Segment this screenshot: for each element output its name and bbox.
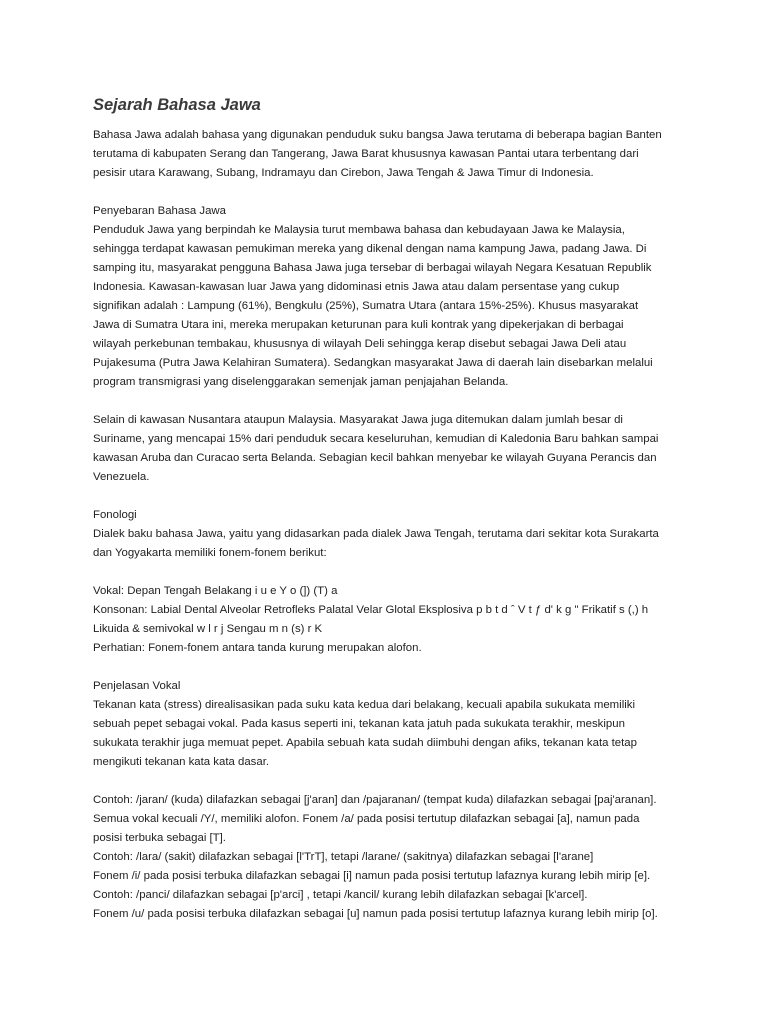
text-line: Contoh: /panci/ dilafazkan sebagai [p'arci] , tetapi /kancil/ kurang lebih dilafazkan sebagai [k'arcel]. xyxy=(93,889,588,901)
text-line: Pujakesuma (Putra Jawa Kelahiran Sumatera). Sedangkan masyarakat Jawa di daerah lain disebarkan melalui xyxy=(93,357,653,369)
text-line: signifikan adalah : Lampung (61%), Bengkulu (25%), Sumatra Utara (antara 15%-25%). Khusus masyarakat xyxy=(93,300,639,312)
text-line: Penjelasan Vokal xyxy=(93,680,181,692)
text-line: terutama di kabupaten Serang dan Tangerang, Jawa Barat khususnya kawasan Pantai utara terbentang dari xyxy=(93,148,639,160)
text-line: Contoh: /jaran/ (kuda) dilafazkan sebagai [j'aran] dan /pajaranan/ (tempat kuda) dilafazkan sebagai [paj'aranan]. xyxy=(93,794,657,806)
text-line: pesisir utara Karawang, Subang, Indramayu dan Cirebon, Jawa Tengah & Jawa Timur di Indonesia. xyxy=(93,167,594,179)
text-line: Perhatian: Fonem-fonem antara tanda kurung merupakan alofon. xyxy=(93,642,422,654)
text-line: Vokal: Depan Tengah Belakang i u e Y o (]) (T) a xyxy=(93,585,338,597)
text-line: Dialek baku bahasa Jawa, yaitu yang didasarkan pada dialek Jawa Tengah, terutama dari sekitar kota Surakarta xyxy=(93,528,659,540)
blank-line xyxy=(93,658,683,677)
text-line: Konsonan: Labial Dental Alveolar Retrofleks Palatal Velar Glotal Eksplosiva p b t d ˆ V t ƒ d' k g " Frikatif s (,) h xyxy=(93,604,649,616)
text-line: Fonem /i/ pada posisi terbuka dilafazkan sebagai [i] namun pada posisi tertutup lafaznya kurang lebih mirip [e]. xyxy=(93,870,651,882)
text-line: sukukata terakhir juga memuat pepet. Apabila sebuah kata sudah diimbuhi dengan afiks, tekanan kata tetap xyxy=(93,737,637,749)
blank-line xyxy=(93,563,683,582)
text-line: Fonem /u/ pada posisi terbuka dilafazkan sebagai [u] namun pada posisi tertutup lafaznya kurang lebih mirip [o]. xyxy=(93,908,658,920)
text-line: Jawa di Sumatra Utara ini, mereka merupakan keturunan para kuli kontrak yang dipekerjakan di berbagai xyxy=(93,319,624,331)
blank-line xyxy=(93,772,683,791)
text-line: sebuah pepet sebagai vokal. Pada kasus seperti ini, tekanan kata jatuh pada sukukata terakhir, meskipun xyxy=(93,718,625,730)
text-line: Bahasa Jawa adalah bahasa yang digunakan penduduk suku bangsa Jawa terutama di beberapa bagian Banten xyxy=(93,129,662,141)
text-line: Fonologi xyxy=(93,509,137,521)
text-line: Suriname, yang mencapai 15% dari penduduk secara keseluruhan, kemudian di Kaledonia Baru bahkan sampai xyxy=(93,433,659,445)
text-line: wilayah perkebunan tembakau, khususnya di wilayah Deli sehingga kerap disebut sebagai Jawa Deli atau xyxy=(93,338,627,350)
document-title: Sejarah Bahasa Jawa xyxy=(93,96,261,114)
text-line: Indonesia. Kawasan-kawasan luar Jawa yang didominasi etnis Jawa atau dalam persentase yang cukup xyxy=(93,281,620,293)
text-line: mengikuti tekanan kata kata dasar. xyxy=(93,756,270,768)
text-line: Likuida & semivokal w l r j Sengau m n (s) r K xyxy=(93,623,323,635)
text-line: posisi terbuka sebagai [T]. xyxy=(93,832,226,844)
blank-line xyxy=(93,392,683,411)
document-body xyxy=(93,126,683,924)
text-line: sehingga terdapat kawasan pemukiman mereka yang dikenal dengan nama kampung Jawa, padang Jawa. Di xyxy=(93,243,647,255)
text-line: Penyebaran Bahasa Jawa xyxy=(93,205,226,217)
document-page xyxy=(93,94,683,924)
text-line: samping itu, masyarakat pengguna Bahasa Jawa juga tersebar di berbagai wilayah Negara Kesatuan Republik xyxy=(93,262,652,274)
text-line: Venezuela. xyxy=(93,471,150,483)
blank-line xyxy=(93,183,683,202)
text-line: Semua vokal kecuali /Y/, memiliki alofon. Fonem /a/ pada posisi tertutup dilafazkan sebagai [a], namun pada xyxy=(93,813,640,825)
text-line: kawasan Aruba dan Curacao serta Belanda. Sebagian kecil bahkan menyebar ke wilayah Guyana Perancis dan xyxy=(93,452,657,464)
text-line: Penduduk Jawa yang berpindah ke Malaysia turut membawa bahasa dan kebudayaan Jawa ke Malaysia, xyxy=(93,224,625,236)
text-line: Selain di kawasan Nusantara ataupun Malaysia. Masyarakat Jawa juga ditemukan dalam jumlah besar di xyxy=(93,414,623,426)
text-line: Tekanan kata (stress) direalisasikan pada suku kata kedua dari belakang, kecuali apabila sukukata memiliki xyxy=(93,699,635,711)
text-line: program transmigrasi yang diselenggarakan semenjak jaman penjajahan Belanda. xyxy=(93,376,509,388)
text-line: dan Yogyakarta memiliki fonem-fonem berikut: xyxy=(93,547,327,559)
blank-line xyxy=(93,487,683,506)
text-line: Contoh: /lara/ (sakit) dilafazkan sebagai [l'TrT], tetapi /larane/ (sakitnya) dilafazkan sebagai [l'arane] xyxy=(93,851,594,863)
